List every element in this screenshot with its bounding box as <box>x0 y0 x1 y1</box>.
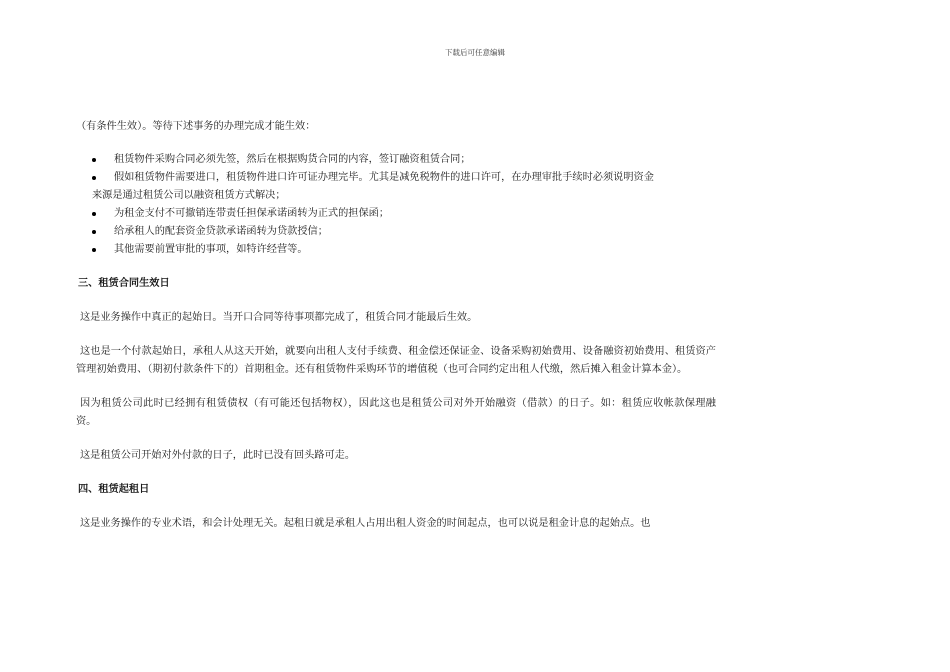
section-3-paragraph: 因为租赁公司此时已经拥有租赁债权（有可能还包括物权），因此这也是租赁公司对外开始融资（借款）的日子。如：租赁应收帐款保理融资。 <box>76 398 716 427</box>
section-4-paragraph: 这是业务操作的专业术语，和会计处理无关。起租日就是承租人占用出租人资金的时间起点，也可以说是租金计息的起始点。也 <box>80 518 651 529</box>
list-item: 给承租人的配套资金贷款承诺函转为贷款授信； <box>76 223 716 241</box>
page-header: 下载后可任意编辑 <box>445 48 505 57</box>
section-3-heading: 三、租赁合同生效日 <box>78 278 170 289</box>
bullet-icon <box>92 158 96 162</box>
bullet-icon <box>92 176 96 180</box>
list-item: 假如租赁物件需要进口，租赁物件进口许可证办理完毕。尤其是减免税物件的进口许可，在办理审批手续时必须说明资金 来源是通过租赁公司以融资租赁方式解决； <box>92 172 654 201</box>
intro-paragraph: （有条件生效）。等待下述事务的办理完成才能生效： <box>76 121 316 132</box>
document-body <box>76 118 716 549</box>
list-item: 租赁物件采购合同必须先签，然后在根据购货合同的内容，签订融资租赁合同； <box>76 151 716 169</box>
section-4-heading: 四、租赁起租日 <box>78 484 150 495</box>
bullet-icon <box>92 248 96 252</box>
list-item: 为租金支付不可撤销连带责任担保承诺函转为正式的担保函； <box>76 205 716 223</box>
condition-list <box>76 151 716 259</box>
bullet-icon <box>92 212 96 216</box>
list-item: 其他需要前置审批的事项，如特许经营等。 <box>76 241 716 259</box>
section-3-paragraph: 这是业务操作中真正的起始日。当开口合同等待事项都完成了，租赁合同才能最后生效。 <box>80 312 478 323</box>
section-3-paragraph: 这也是一个付款起始日，承租人从这天开始，就要向出租人支付手续费、租金偿还保证金、设备采购初始费用、设备融资初始费用、租赁资产管理初始费用、（期初付款条件下的）首期租金。还有租赁物件采购环节的增值税（也可合同约定出租人代缴，然后摊入租金计算本金）。 <box>76 346 716 375</box>
bullet-icon <box>92 230 96 234</box>
section-3-paragraph: 这是租赁公司开始对外付款的日子，此时已没有回头路可走。 <box>80 450 356 461</box>
